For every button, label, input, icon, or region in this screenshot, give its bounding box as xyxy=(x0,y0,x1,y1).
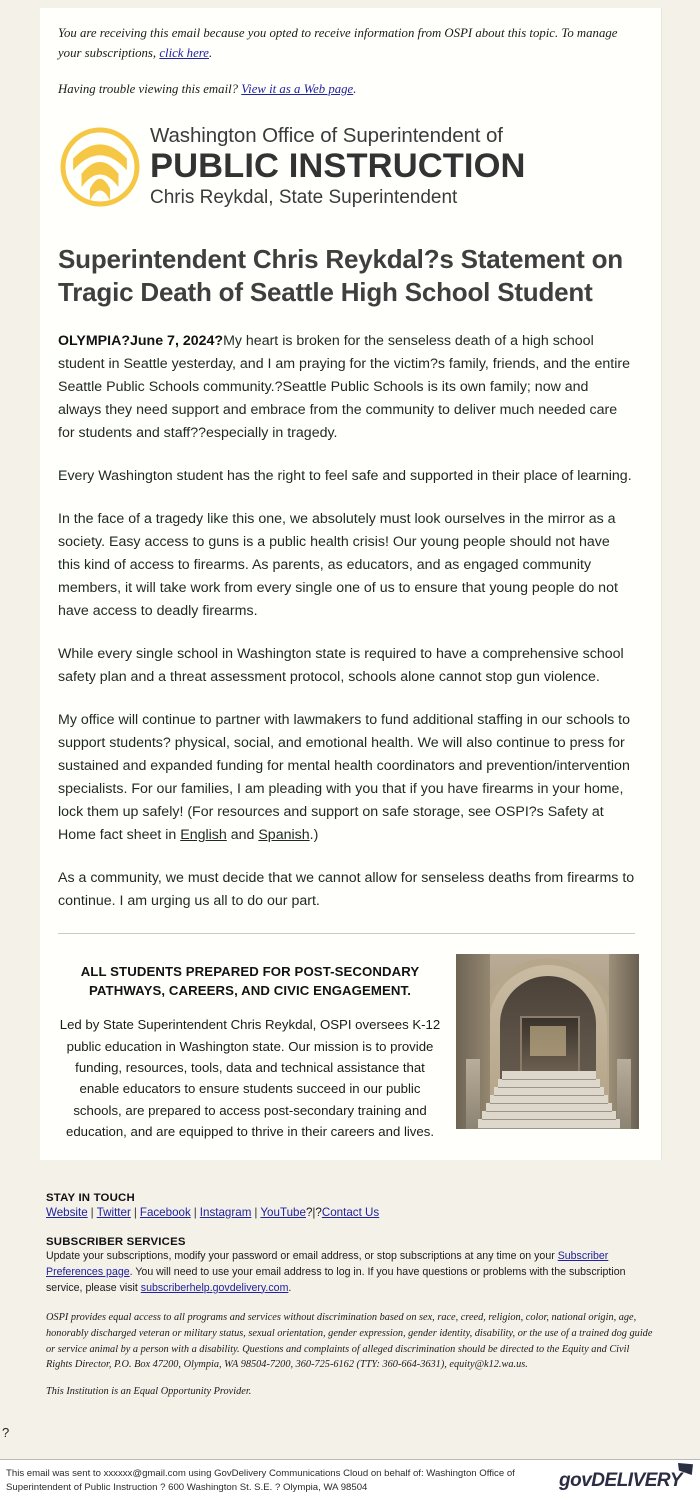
preheader-subscription-line xyxy=(58,24,643,64)
article-paragraph-1-text: My heart is broken for the senseless death of a high school student in Seattle yesterday, and I am praying for the victim?s family, friends, and the entire Seattle Public Schools community.?Seattle Public Schools is its own family; now and always they need support and embrace from the community to deliver much needed care for students and staff??especially in tragedy. xyxy=(58,332,630,441)
article-paragraph-3: In the face of a tragedy like this one, we absolutely must look ourselves in the mirror as a society. Easy access to guns is a public health crisis! Our young people should not have this kind of access to firearms. As parents, as educators, and as engaged community members, it will take work from every single one of us to ensure that young people do not have access to deadly firearms. xyxy=(58,510,618,619)
link-separator-2: | xyxy=(133,1206,137,1219)
preheader-webview-line xyxy=(58,80,643,100)
stay-in-touch-heading: STAY IN TOUCH xyxy=(46,1192,135,1204)
preheader-block xyxy=(40,8,661,109)
website-link[interactable]: Website xyxy=(46,1206,88,1219)
preheader-text-2-end: . xyxy=(353,81,357,96)
click-here-link[interactable]: click here xyxy=(159,45,209,60)
page-title: Superintendent Chris Reykdal?s Statement on Tragic Death of Seattle High School Student xyxy=(58,244,623,307)
view-as-web-page-link[interactable]: View it as a Web page xyxy=(241,81,354,96)
instagram-link[interactable]: Instagram xyxy=(199,1206,252,1219)
govdelivery-logo-text: govDELIVERY xyxy=(559,1470,682,1491)
mission-title: ALL STUDENTS PREPARED FOR POST-SECONDARY PATHWAYS, CAREERS, AND CIVIC ENGAGEMENT. xyxy=(80,963,420,999)
link-separator-4: | xyxy=(254,1206,258,1219)
wordmark-line-3: Chris Reykdal, State Superintendent xyxy=(150,186,458,208)
preheader-text-2: Having trouble viewing this email? xyxy=(58,81,242,96)
facebook-link[interactable]: Facebook xyxy=(139,1206,191,1219)
subscriber-help-link[interactable]: subscriberhelp.govdelivery.com xyxy=(140,1281,289,1294)
link-separator-1: | xyxy=(90,1206,94,1219)
govdelivery-bar xyxy=(0,1460,700,1502)
capitol-archway-photo xyxy=(456,954,639,1129)
wordmark-line-1: Washington Office of Superintendent of xyxy=(150,124,503,148)
email-body-card xyxy=(40,8,662,1160)
govdelivery-sent-text: This email was sent to xxxxxx@gmail.com using GovDelivery Communications Cloud on behalf of: Washington Office of Superintendent of Public Instruction ? 600 Washington St. S.E. ? Olympia, WA 98504 xyxy=(6,1467,515,1493)
article-paragraph-5-text-2: and xyxy=(226,826,259,843)
article-paragraph-5-text-3: .) xyxy=(309,826,319,843)
english-fact-sheet-link[interactable]: English xyxy=(180,826,227,843)
photo-stairs xyxy=(478,1071,620,1129)
subscriber-text-3: . xyxy=(288,1281,292,1294)
dateline: OLYMPIA?June 7, 2024? xyxy=(58,332,224,349)
subscriber-text-2: . You will need to use your email address to log in. If you have questions or problems with the subscription service, please visit xyxy=(46,1265,626,1294)
article-paragraph-5 xyxy=(58,709,635,847)
mission-body: Led by State Superintendent Chris Reykdal, OSPI oversees K-12 public education in Washington state. Our mission is to provide funding, resources, tools, data and technical assistance that enable educators to ensure students succeed in our public schools, are prepared to access post-secondary training and education, and are equipped to thrive in their careers and lives. xyxy=(59,1017,441,1140)
subscriber-text-1: Update your subscriptions, modify your password or email address, or stop subscriptions at any time on your xyxy=(46,1249,558,1262)
article-paragraph-2: Every Washington student has the right to feel safe and supported in their place of learning. xyxy=(58,467,632,484)
article-paragraph-4: While every single school in Washington state is required to have a comprehensive school safety plan and a threat assessment protocol, schools alone cannot stop gun violence. xyxy=(58,645,624,685)
article-section xyxy=(40,229,661,933)
preheader-text-1: You are receiving this email because you opted to receive information from OSPI about this topic. To manage your subscriptions, xyxy=(58,26,618,60)
mission-section xyxy=(40,952,661,1161)
mission-text-column xyxy=(58,952,442,1143)
nondiscrimination-statement: OSPI provides equal access to all programs and services without discrimination based on sex, race, creed, religion, color, national origin, age, honorably discharged veteran or military status, sexual orientation, gender expression, gender identity, disability, or the use of a trained dog guide or service animal by a person with a disability. Questions and complaints of alleged discrimination should be directed to the Equity and Civil Rights Director, P.O. Box 47200, Olympia, WA 98504-7200, 360-725-6162 (TTY: 360-664-3631), equity@k12.wa.us. xyxy=(46,1312,653,1371)
youtube-link[interactable]: YouTube xyxy=(260,1206,306,1219)
email-footer xyxy=(0,1186,700,1397)
article-paragraph-5-text-1: My office will continue to partner with lawmakers to fund additional staffing in our schools to support students? physical, social, and emotional health. We will also continue to press for sustained and expanded funding for mental health coordinators and prevention/intervention specialists. For our families, I am pleading with you that if you have firearms in your home, lock them up safely! (For resources and support on safe storage, see OSPI?s Safety at Home fact sheet in xyxy=(58,711,631,843)
preheader-text-1-end: . xyxy=(208,45,213,60)
social-links-row xyxy=(46,1205,654,1222)
subscriber-preferences-link[interactable]: Subscriber Preferences page xyxy=(46,1249,609,1278)
ospi-masthead xyxy=(40,109,661,229)
govdelivery-logo xyxy=(559,1470,692,1492)
subscriber-services-text xyxy=(46,1249,654,1297)
photo-door-light xyxy=(530,1026,566,1056)
link-separator-5: ?|? xyxy=(305,1206,322,1219)
equal-opportunity-statement: This Institution is an Equal Opportunity Provider. xyxy=(46,1386,252,1398)
link-separator-3: | xyxy=(193,1206,197,1219)
contact-us-link[interactable]: Contact Us xyxy=(321,1206,380,1219)
article-paragraph-1 xyxy=(58,330,635,445)
stray-character: ? xyxy=(2,1425,10,1440)
ospi-logo-icon xyxy=(58,115,142,219)
spanish-fact-sheet-link[interactable]: Spanish xyxy=(258,826,310,843)
wordmark-line-2: PUBLIC INSTRUCTION xyxy=(150,146,526,185)
article-paragraph-6: As a community, we must decide that we cannot allow for senseless deaths from firearms to continue. I am urging us all to do our part. xyxy=(58,869,635,909)
ospi-wordmark xyxy=(142,124,526,210)
twitter-link[interactable]: Twitter xyxy=(96,1206,131,1219)
section-divider xyxy=(58,933,635,934)
subscriber-services-heading: SUBSCRIBER SERVICES xyxy=(46,1235,186,1248)
